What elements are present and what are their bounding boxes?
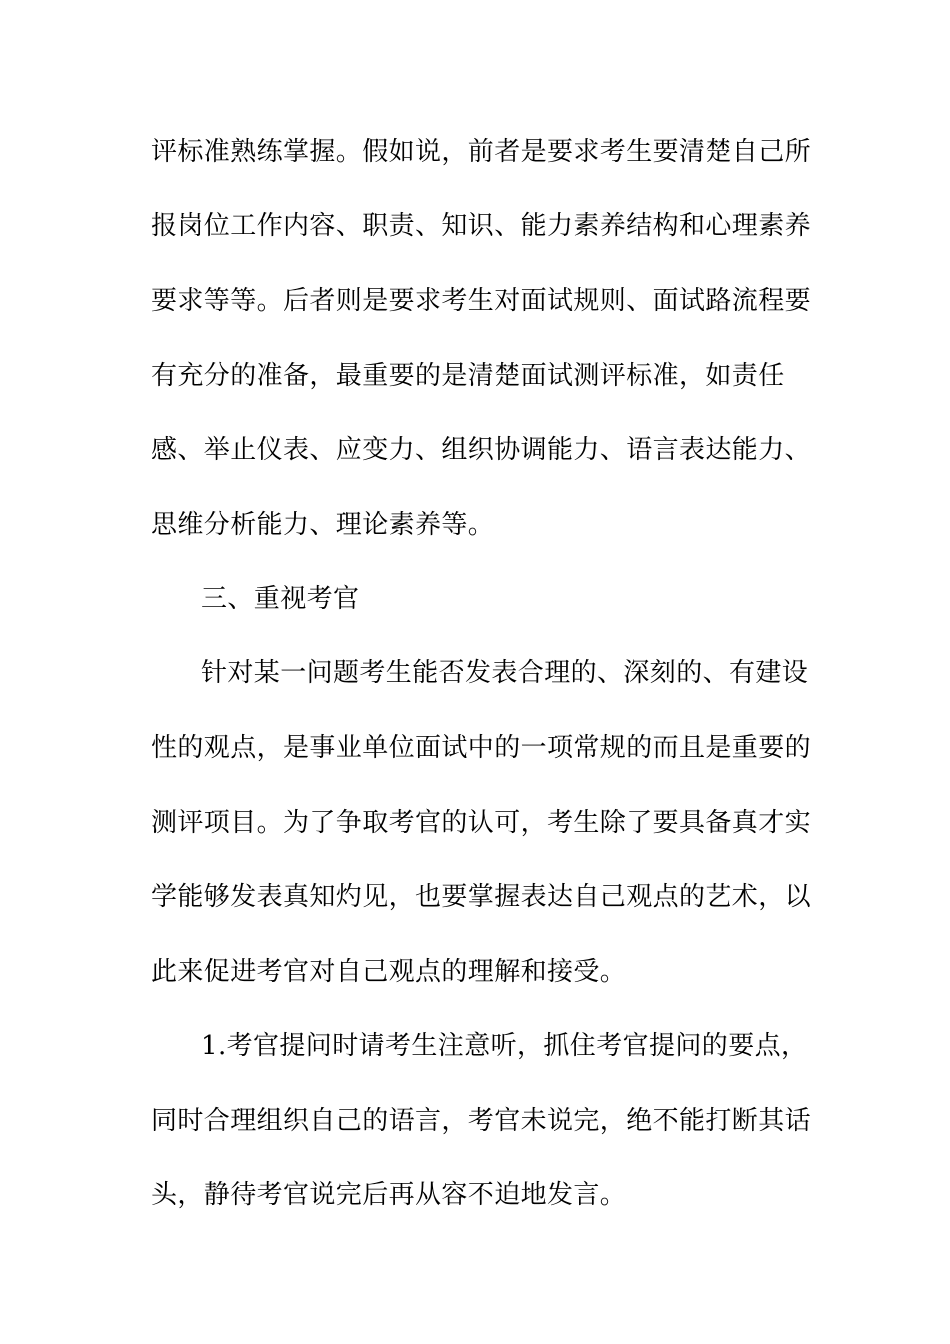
text-line: 思维分析能力、理论素养等。 xyxy=(151,510,495,540)
section-heading: 三、重视考官 xyxy=(201,584,360,614)
text-line: 此来促进考官对自己观点的理解和接受。 xyxy=(151,957,627,987)
text-line: 头，静待考官说完后再从容不迫地发言。 xyxy=(151,1180,627,1210)
text-line: 学能够发表真知灼见，也要掌握表达自己观点的艺术，以 xyxy=(151,882,812,912)
text-line: 针对某一问题考生能否发表合理的、深刻的、有建设 xyxy=(201,658,809,688)
text-line: 有充分的准备，最重要的是清楚面试测评标准，如责任 xyxy=(151,361,785,391)
text-line: 同时合理组织自己的语言，考官未说完，绝不能打断其话 xyxy=(151,1106,812,1136)
text-line: 感、举止仪表、应变力、组织协调能力、语言表达能力、 xyxy=(151,435,812,465)
list-item: 1.考官提问时请考生注意听，抓住考官提问的要点， xyxy=(201,1031,808,1061)
text-line: 测评项目。为了争取考官的认可，考生除了要具备真才实 xyxy=(151,808,812,838)
text-line: 报岗位工作内容、职责、知识、能力素养结构和心理素养 xyxy=(151,211,812,241)
text-line: 评标准熟练掌握。假如说，前者是要求考生要清楚自己所 xyxy=(151,137,812,167)
text-line: 性的观点，是事业单位面试中的一项常规的而且是重要的 xyxy=(151,733,812,763)
text-line: 要求等等。后者则是要求考生对面试规则、面试路流程要 xyxy=(151,286,812,316)
